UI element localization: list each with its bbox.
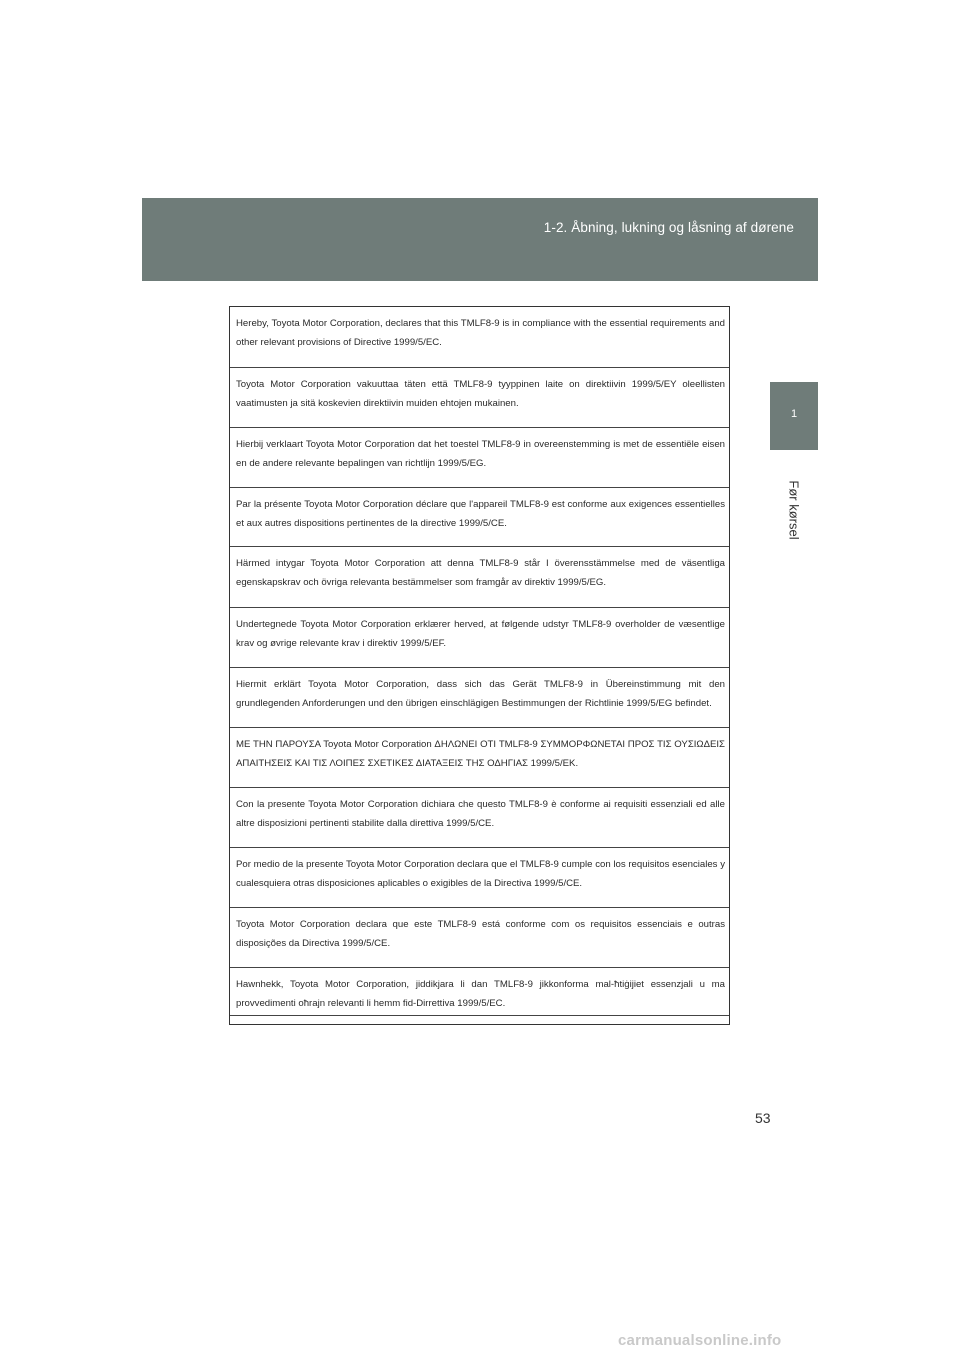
watermark: carmanualsonline.info bbox=[618, 1332, 782, 1349]
page-number: 53 bbox=[755, 1110, 771, 1126]
declaration-text: Hierbij verklaart Toyota Motor Corporation dat het toestel TMLF8-9 in overeenstemming is met de essentiële eisen en de andere relevante bepalingen van richtlijn 1999/5/EG. bbox=[236, 439, 725, 469]
declaration-row-es bbox=[230, 848, 729, 908]
declaration-text: Por medio de la presente Toyota Motor Corporation declara que el TMLF8-9 cumple con los requisitos esenciales y cualesquiera otras disposiciones aplicables o exigibles de la Directiva 1999/5/CE. bbox=[236, 859, 725, 889]
declaration-text: Toyota Motor Corporation vakuuttaa täten että TMLF8-9 tyyppinen laite on direktiivin 1999/5/EY oleellisten vaatimusten ja sitä koskevien direktiivin muiden ehtojen mukainen. bbox=[236, 379, 725, 409]
declaration-row-pt bbox=[230, 908, 729, 968]
declaration-row-en bbox=[230, 307, 729, 368]
declaration-row-empty bbox=[230, 1016, 729, 1024]
chapter-label: Før kørsel bbox=[786, 480, 802, 540]
declaration-row-fr bbox=[230, 488, 729, 547]
declaration-row-sv bbox=[230, 547, 729, 608]
declaration-row-de bbox=[230, 668, 729, 728]
declaration-row-fi bbox=[230, 368, 729, 428]
declaration-row-it bbox=[230, 788, 729, 848]
declaration-text: ΜΕ ΤΗΝ ΠΑΡΟΥΣΑ Toyota Motor Corporation ΔΗΛΩΝΕΙ ΟΤΙ TMLF8-9 ΣΥΜΜΟΡΦΩΝΕΤΑΙ ΠΡΟΣ ΤΙΣ ΟΥΣΙΩΔΕΙΣ ΑΠΑΙΤΗΣΕΙΣ ΚΑΙ ΤΙΣ ΛΟΙΠΕΣ ΣΧΕΤΙΚΕΣ ΔΙΑΤΑΞΕΙΣ ΤΗΣ ΟΔΗΓΙΑΣ 1999/5/ΕΚ. bbox=[236, 739, 725, 769]
declaration-text: Hereby, Toyota Motor Corporation, declares that this TMLF8-9 is in compliance with the essential requirements and other relevant provisions of Directive 1999/5/EC. bbox=[236, 318, 725, 348]
declaration-text: Undertegnede Toyota Motor Corporation erklærer herved, at følgende udstyr TMLF8-9 overholder de væsentlige krav og øvrige relevante krav i direktiv 1999/5/EF. bbox=[236, 619, 725, 649]
declaration-text: Par la présente Toyota Motor Corporation déclare que l'appareil TMLF8-9 est conforme aux exigences essentielles et aux autres dispositions pertinentes de la directive 1999/5/CE. bbox=[236, 499, 725, 529]
declaration-text: Con la presente Toyota Motor Corporation dichiara che questo TMLF8-9 è conforme ai requisiti essenziali ed alle altre disposizioni pertinenti stabilite dalla direttiva 1999/5/CE. bbox=[236, 799, 725, 829]
declaration-text: Hawnhekk, Toyota Motor Corporation, jiddikjara li dan TMLF8-9 jikkonforma mal-ħtiġijiet essenzjali u ma provvedimenti oħrajn relevanti li hemm fid-Dirrettiva 1999/5/EC. bbox=[236, 979, 725, 1009]
chapter-tab bbox=[770, 382, 818, 450]
declaration-table bbox=[229, 306, 730, 1025]
section-title: 1-2. Åbning, lukning og låsning af dørene bbox=[543, 220, 794, 235]
declaration-text: Toyota Motor Corporation declara que este TMLF8-9 está conforme com os requisitos essenciais e outras disposições da Directiva 1999/5/CE. bbox=[236, 919, 725, 949]
chapter-number: 1 bbox=[790, 408, 798, 420]
declaration-row-da bbox=[230, 608, 729, 668]
declaration-row-nl bbox=[230, 428, 729, 488]
declaration-text: Härmed intygar Toyota Motor Corporation att denna TMLF8-9 står I överensstämmelse med de väsentliga egenskapskrav och övriga relevanta bestämmelser som framgår av direktiv 1999/5/EG. bbox=[236, 558, 725, 588]
declaration-row-el bbox=[230, 728, 729, 788]
declaration-row-mt bbox=[230, 968, 729, 1016]
chapter-header-band bbox=[142, 198, 818, 281]
declaration-text: Hiermit erklärt Toyota Motor Corporation, dass sich das Gerät TMLF8-9 in Übereinstimmung mit den grundlegenden Anforderungen und den übrigen einschlägigen Bestimmungen der Richtlinie 1999/5/EG befindet. bbox=[236, 679, 725, 709]
